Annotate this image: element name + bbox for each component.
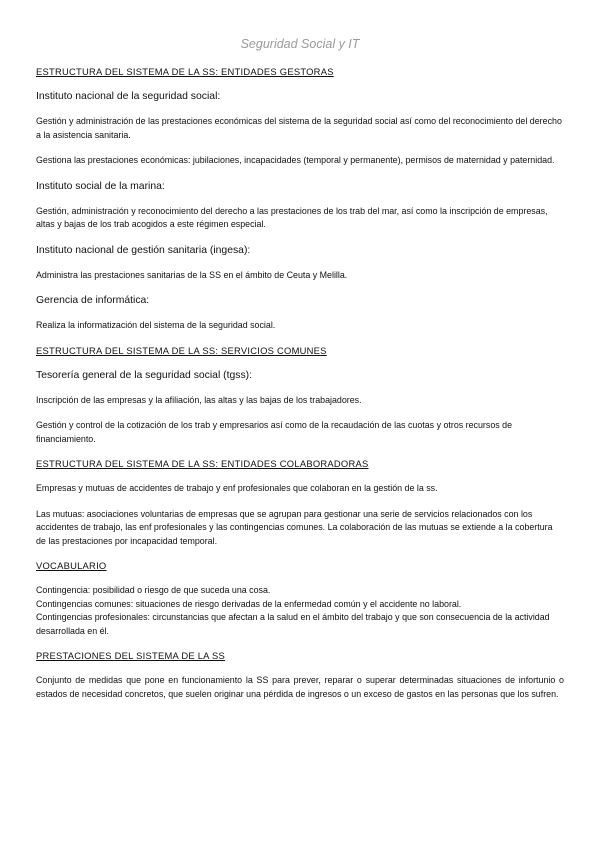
paragraph-tgss-2: Gestión y control de la cotización de los trab y empresarios así como de la recaudación de las cuotas y otros recursos de financiamiento. [36, 420, 513, 444]
paragraph-prestaciones-1: Conjunto de medidas que pone en funcionamiento la SS para prever, reparar o superar determinadas situaciones de infortunio o estados de necesidad concretos, que suelen originar una pérdida de ingresos o un exceso de gastos en las personas que los sufren. [36, 675, 564, 699]
section-title-prestaciones: PRESTACIONES DEL SISTEMA DE LA SS [36, 650, 226, 661]
vocabulary-item-contingencia: Contingencia: posibilidad o riesgo de que suceda una cosa. [36, 585, 271, 595]
paragraph-inss-2: Gestiona las prestaciones económicas: jubilaciones, incapacidades (temporal y permanente), permisos de maternidad y paternidad. [36, 155, 555, 165]
vocabulary-item-contingencias-comunes: Contingencias comunes: situaciones de riesgo derivadas de la enfermedad común y el accidente no laboral. [36, 598, 462, 609]
paragraph-gerencia-informatica-1: Realiza la informatización del sistema de la seguridad social. [36, 320, 276, 330]
section-title-entidades-gestoras: ESTRUCTURA DEL SISTEMA DE LA SS: ENTIDADES GESTORAS [36, 66, 334, 77]
subhead-ingesa: Instituto nacional de gestión sanitaria (ingesa): [36, 244, 251, 256]
subhead-inss: Instituto nacional de la seguridad social: [36, 91, 221, 102]
section-title-servicios-comunes: ESTRUCTURA DEL SISTEMA DE LA SS: SERVICIOS COMUNES [36, 344, 327, 356]
subhead-ism: Instituto social de la marina: [36, 180, 165, 192]
paragraph-inss-1: Gestión y administración de las prestaciones económicas del sistema de la seguridad social así como del reconocimiento del derecho a la asistencia sanitaria. [36, 116, 562, 140]
paragraph-colaboradoras-1: Empresas y mutuas de accidentes de trabajo y enf profesionales que colaboran en la gestión de la ss. [36, 483, 438, 493]
paragraph-colaboradoras-2: Las mutuas: asociaciones voluntarias de empresas que se agrupan para gestionar una serie de servicios relacionados con los accidentes de trabajo, las enf profesionales y las contingencias comunes. La colaboración de las mutuas se extiende a la cobertura de las prestaciones por incapacidad temporal. [36, 508, 553, 546]
paragraph-ism-1: Gestión, administración y reconocimiento del derecho a las prestaciones de los trab del mar, así como la inscripción de empresas, altas y bajas de los trab acogidos a este régimen especial. [36, 205, 548, 229]
paragraph-tgss-1: Inscripción de las empresas y la afiliación, las altas y las bajas de los trabajadores. [36, 394, 362, 405]
subhead-tgss: Tesorería general de la seguridad social (tgss): [36, 369, 253, 381]
vocabulary-item-contingencias-profesionales: Contingencias profesionales: circunstancias que afectan a la salud en el ámbito del trabajo y que son consecuencia de la actividad desarrollada en él. [36, 612, 550, 636]
page-header: Seguridad Social y IT [240, 37, 360, 51]
paragraph-ingesa-1: Administra las prestaciones sanitarias de la SS en el ámbito de Ceuta y Melilla. [36, 269, 348, 280]
section-title-entidades-colaboradoras: ESTRUCTURA DEL SISTEMA DE LA SS: ENTIDADES COLABORADORAS [36, 458, 369, 469]
subhead-gerencia-informatica: Gerencia de informática: [36, 295, 150, 306]
section-title-vocabulario: VOCABULARIO [36, 560, 107, 571]
document-body [36, 66, 564, 701]
